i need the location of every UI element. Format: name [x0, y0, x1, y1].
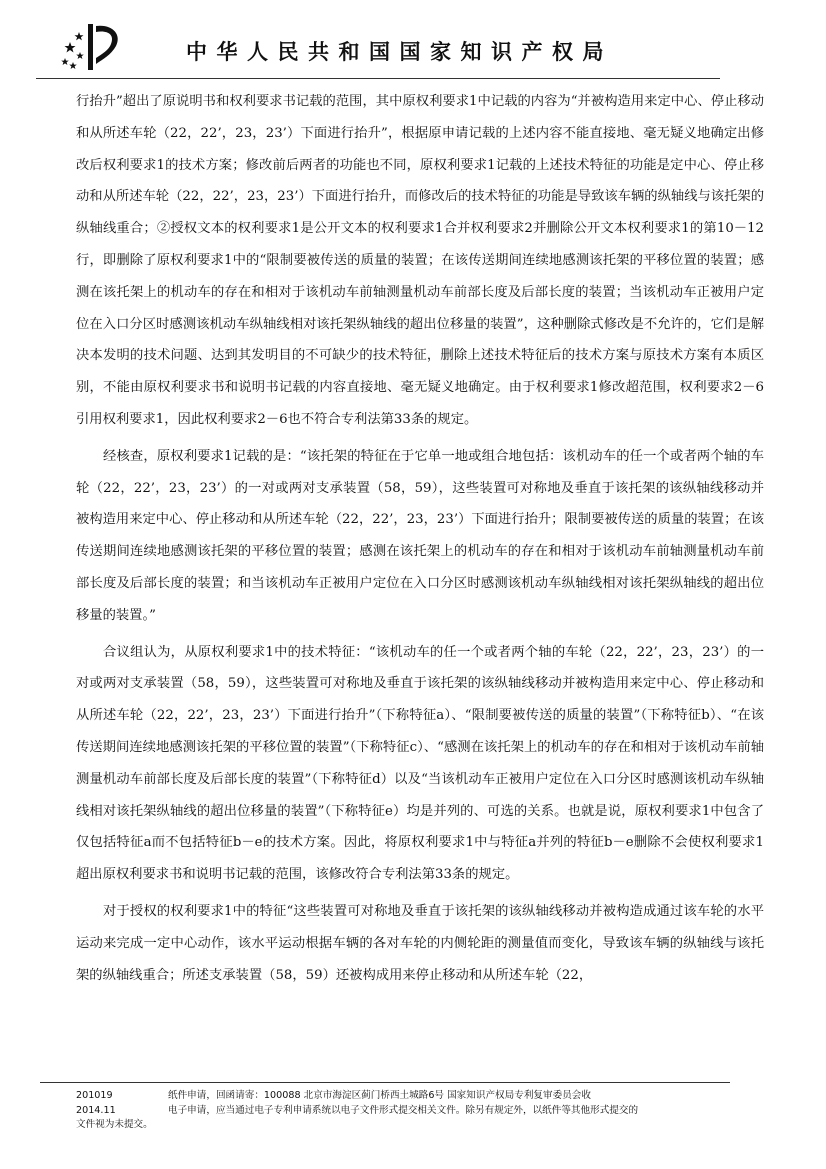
footer-paper-notice: 纸件申请，回函请寄：100088 北京市海淀区蓟门桥西土城路6号 国家知识产权局专利复审委员会收 — [168, 1090, 591, 1101]
form-version: 2014.11 — [76, 1104, 116, 1116]
form-code: 201019 — [76, 1090, 113, 1101]
body-paragraph-continued: 行抬升”超出了原说明书和权利要求书记载的范围，其中原权利要求1中记载的内容为“并被构造用来定中心、停止移动和从所述车轮（22，22’，23，23’）下面进行抬升”，根据原申请记载的上述内容不能直接地、毫无疑义地确定出修改后权利要求1的技术方案；修改前后两者的功能也不同，原权利要求1记载的上述技术特征的功能是定中心、停止移动和从所述车轮（22，22’，23，23’）下面进行抬升，而修改后的技术特征的功能是导致该车辆的纵轴线与该托架的纵轴线重合；②授权文本的权利要求1是公开文本的权利要求1合并权利要求2并删除公开文本权利要求1的第10－12行，即删除了原权利要求1中的“限制要被传送的质量的装置；在该传送期间连续地感测该托架的平移位置的装置；感测在该托架上的机动车的存在和相对于该机动车前轴测量机动车前部长度及后部长度的装置；当该机动车正被用户定位在入口分区时感测该机动车纵轴线相对该托架纵轴线的超出位移量的装置”，这种删除式修改是不允许的，它们是解决本发明的技术问题、达到其发明目的不可缺少的技术特征，删除上述技术特征后的技术方案与原技术方案有本质区别，不能由原权利要求书和说明书记载的内容直接地、毫无疑义地确定。由于权利要求1修改超范围，权利要求2－6引用权利要求1，因此权利要求2－6也不符合专利法第33条的规定。 — [76, 94, 764, 427]
cnipa-logo — [60, 20, 124, 72]
header-divider — [36, 78, 720, 79]
body-paragraph-granted-claim: 对于授权的权利要求1中的特征“这些装置可对称地及垂直于该托架的该纵轴线移动并被构造成通过该车轮的水平运动来完成一定中心动作，该水平运动根据车辆的各对车轮的内侧轮距的测量值而变化，导致该车辆的纵轴线与该托架的纵轴线重合；所述支承装置（58，59）还被构成用来停止移动和从所述车轮（22， — [76, 903, 764, 983]
page-footer — [76, 1089, 796, 1133]
body-paragraph-panel-opinion: 合议组认为，从原权利要求1中的技术特征：“该机动车的任一个或者两个轴的车轮（22，22’，23，23’）的一对或两对支承装置（58，59），这些装置可对称地及垂直于该托架的该纵轴线移动并被构造用来定中心、停止移动和从所述车轮（22，22’，23，23’）下面进行抬升”（下称特征a）、“限制要被传送的质量的装置”（下称特征b）、“在该传送期间连续地感测该托架的平移位置的装置”（下称特征c）、“感测在该托架上的机动车的存在和相对于该机动车前轴测量机动车前部长度及后部长度的装置”（下称特征d）以及“当该机动车正被用户定位在入口分区时感测该机动车纵轴线相对该托架纵轴线的超出位移量的装置”（下称特征e）均是并列的、可选的关系。也就是说，原权利要求1中包含了仅包括特征a而不包括特征b－e的技术方案。因此，将原权利要求1中与特征a并列的特征b－e删除不会使权利要求1超出原权利要求书和说明书记载的范围，该修改符合专利法第33条的规定。 — [76, 644, 764, 883]
footer-electronic-notice: 电子申请，应当通过电子专利申请系统以电子文件形式提交相关文件。除另有规定外，以纸件等其他形式提交的 — [168, 1104, 639, 1116]
organization-title: 中华人民共和国国家知识产权局 — [186, 40, 613, 64]
footer-line-tail: 文件视为未提交。 — [76, 1119, 153, 1130]
body-paragraph-review-finding: 经核查，原权利要求1记载的是：“该托架的特征在于它单一地或组合地包括：该机动车的任一个或者两个轴的车轮（22，22’，23，23’）的一对或两对支承装置（58，59），这些装置可对称地及垂直于该托架的该纵轴线移动并被构造用来定中心、停止移动和从所述车轮（22，22’，23，23’）下面进行抬升；限制要被传送的质量的装置；在该传送期间连续地感测该托架的平移位置的装置；感测在该托架上的机动车的存在和相对于该机动车前轴测量机动车前部长度及后部长度的装置；和当该机动车正被用户定位在入口分区时感测该机动车纵轴线相对该托架纵轴线的超出位移量的装置。” — [76, 448, 764, 623]
footer-line-electronic — [76, 1104, 796, 1119]
footer-line-paper — [76, 1089, 796, 1104]
page-header — [0, 0, 826, 80]
footer-divider — [40, 1082, 730, 1083]
document-body — [76, 86, 764, 991]
